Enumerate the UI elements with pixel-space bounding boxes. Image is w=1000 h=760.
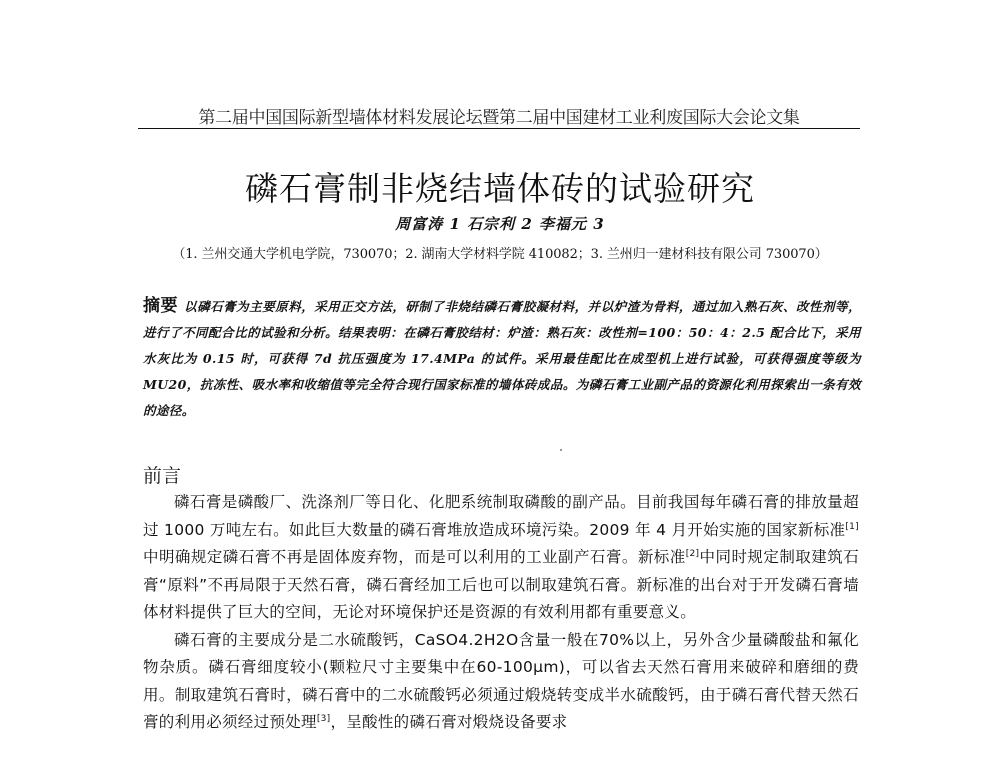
citation-3[interactable]: [3] [316, 713, 331, 724]
authors: 周富涛 1 石宗利 2 李福元 3 [395, 215, 605, 233]
speck [560, 449, 562, 451]
p2-text-a: 磷石膏的主要成分是二水硫酸钙，CaSO4.2H2O含量一般在70%以上，另外含少量磷酸盐和氟化物杂质。磷石膏细度较小(颗粒尺寸主要集中在60-100μm)，可以省去天然石膏用来破碎和磨细的费用。制取建筑石膏时，磷石膏中的二水硫酸钙必须通过煅烧转变成半水硫酸钙，由于磷石膏代替天然石膏的利用必须经过预处理 [143, 630, 859, 731]
citation-2[interactable]: [2] [685, 548, 700, 559]
proceedings-header: 第二届中国国际新型墙体材料发展论坛暨第二届中国建材工业利废国际大会论文集 [198, 108, 800, 128]
section-title-introduction: 前言 [143, 465, 182, 487]
abstract [143, 293, 861, 424]
p1-text-a: 磷石膏是磷酸厂、洗涤剂厂等日化、化肥系统制取磷酸的副产品。目前我国每年磷石膏的排放量超过 1000 万吨左右。如此巨大数量的磷石膏堆放造成环境污染。2009 年 4 月开始实施的国家新标准 [143, 493, 859, 539]
citation-1[interactable]: [1] [845, 521, 859, 532]
abstract-label: 摘要 [143, 296, 179, 316]
introduction-body [143, 489, 859, 737]
p1-text-b: 中明确规定磷石膏不再是固体废弃物，而是可以利用的工业副产石膏。新标准 [143, 548, 686, 566]
p2-text-b: ，呈酸性的磷石膏对煅烧设备要求 [330, 713, 568, 731]
affiliations: （1. 兰州交通大学机电学院，730070；2. 湖南大学材料学院 410082；3. 兰州归一建材科技有限公司 730070） [172, 247, 828, 262]
p1-text-c: 中同时规定制取建筑石膏“原料”不再局限于天然石膏，磷石膏经加工后也可以制取建筑石膏。新标准的出台对于开发磷石膏墙体材料提供了巨大的空间，无论对环境保护还是资源的有效利用都有重要意义。 [143, 548, 859, 621]
paper-title: 磷石膏制非烧结墙体砖的试验研究 [245, 169, 755, 208]
paragraph-1 [143, 489, 859, 627]
header-rule [138, 128, 860, 129]
paragraph-2 [143, 627, 859, 737]
abstract-text: 以磷石膏为主要原料，采用正交方法，研制了非烧结磷石膏胶凝材料，并以炉渣为骨料，通过加入熟石灰、改性剂等，进行了不同配合比的试验和分析。结果表明：在磷石膏胶结材：炉渣：熟石灰：改性剂=100：50：4：2.5 配合比下，采用水灰比为 0.15 时，可获得 7d 抗压强度为 17.4MPa 的试件。采用最佳配比在成型机上进行试验，可获得强度等级为 MU20，抗冻性、吸水率和收缩值等完全符合现行国家标准的墙体砖成品。为磷石膏工业副产品的资源化利用探索出一条有效的途径。 [143, 299, 861, 418]
